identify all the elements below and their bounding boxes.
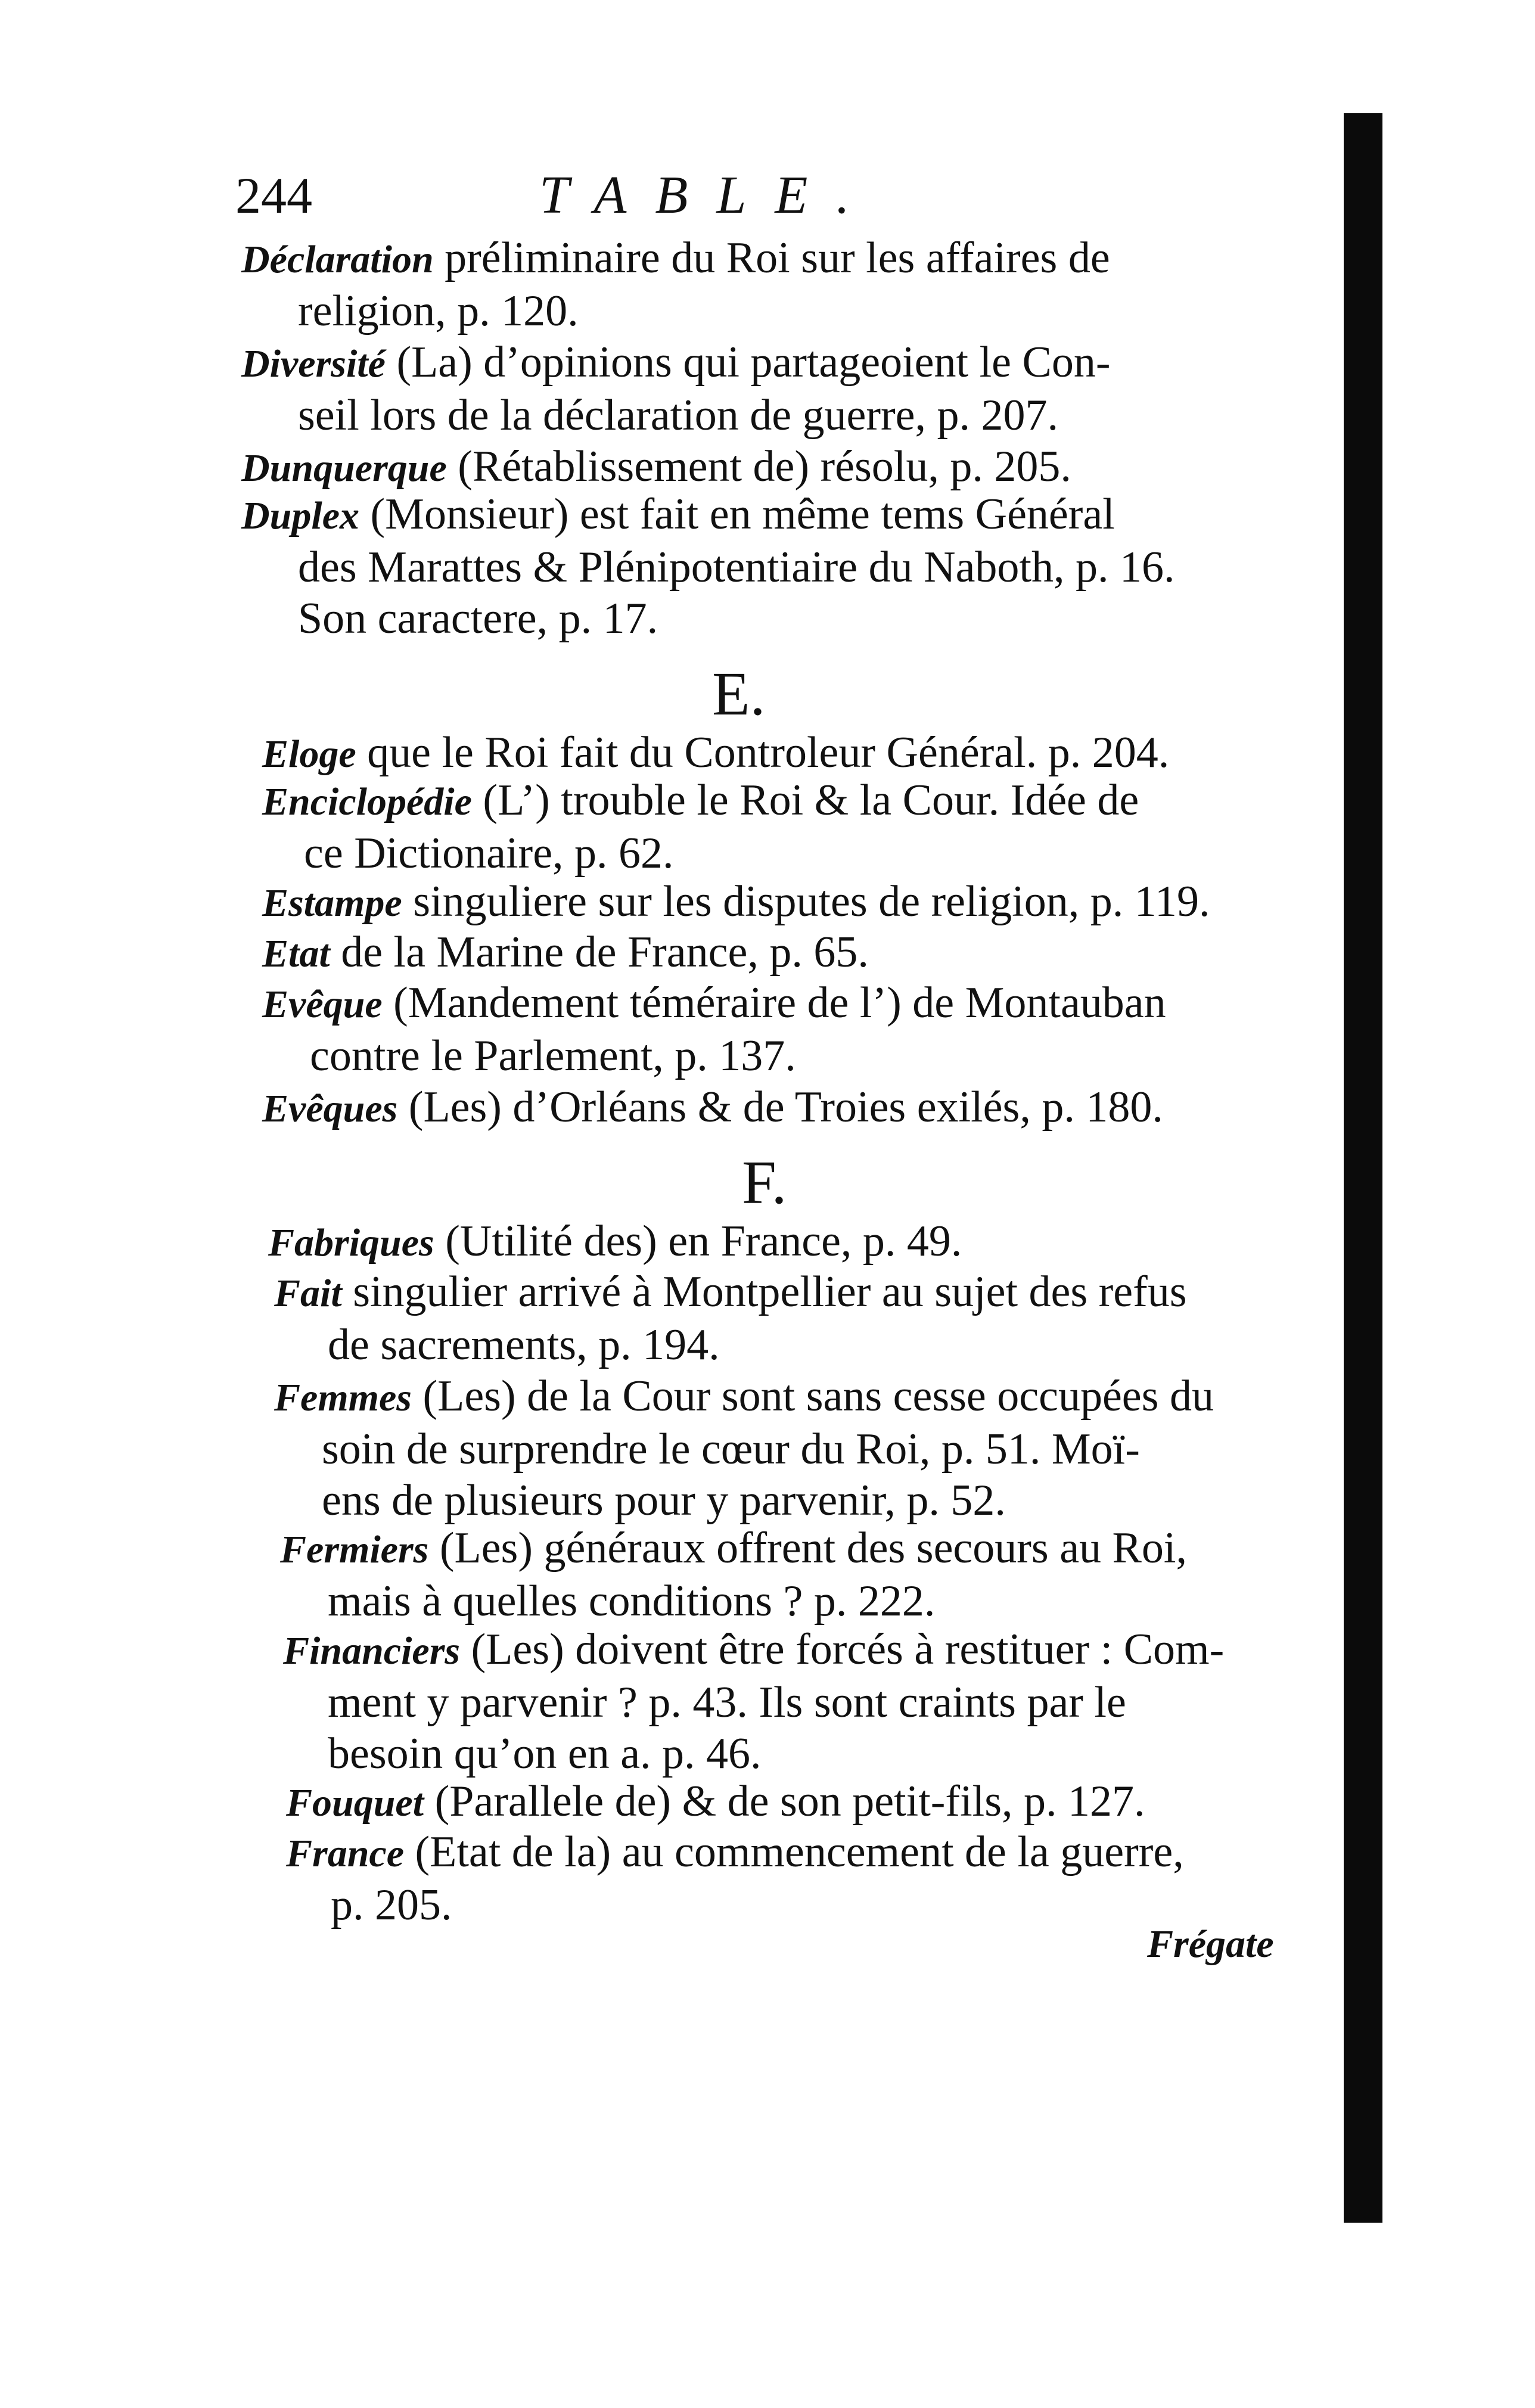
- entry-term: Evêque: [262, 983, 383, 1026]
- section-heading-e: E.: [712, 660, 766, 728]
- entry-continuation: mais à quelles conditions ? p. 222.: [328, 1577, 936, 1626]
- entry-continuation: besoin qu’on en a. p. 46.: [328, 1729, 762, 1778]
- page-header: [0, 160, 1535, 231]
- entry-term: Enciclopédie: [262, 780, 472, 824]
- entry-term: Estampe: [262, 881, 402, 925]
- entry-text: (Les) doivent être forcés à restituer : Com-: [460, 1625, 1225, 1674]
- index-entry: [241, 232, 1110, 337]
- entry-continuation: religion, p. 120.: [298, 287, 579, 335]
- entry-term: Etat: [262, 932, 330, 975]
- index-entry: [262, 977, 1166, 1082]
- entry-text: (L’) trouble le Roi & la Cour. Idée de: [471, 776, 1139, 825]
- index-entry: [280, 1523, 1187, 1627]
- entry-continuation: de sacrements, p. 194.: [328, 1320, 720, 1369]
- entry-term: Fait: [274, 1272, 342, 1315]
- entry-continuation: Son caractere, p. 17.: [298, 594, 658, 643]
- entry-term: Déclaration: [241, 238, 434, 281]
- scan-edge-shadow: [1344, 113, 1382, 2223]
- entry-text: (Les) généraux offrent des secours au Roi,: [428, 1524, 1187, 1573]
- entry-continuation: contre le Parlement, p. 137.: [310, 1031, 796, 1080]
- entry-term: France: [286, 1832, 404, 1875]
- index-entry: [262, 1082, 1163, 1135]
- entry-term: Femmes: [274, 1376, 412, 1419]
- entry-term: Duplex: [241, 494, 359, 537]
- index-entry: [274, 1266, 1187, 1371]
- entry-term: Eloge: [262, 732, 356, 776]
- index-entry: [286, 1776, 1145, 1829]
- index-entry: [274, 1371, 1214, 1526]
- entry-continuation: seil lors de la déclaration de guerre, p. 207.: [298, 391, 1059, 440]
- entry-term: Evêques: [262, 1087, 398, 1130]
- entry-term: Fermiers: [280, 1528, 429, 1571]
- entry-term: Fouquet: [286, 1781, 424, 1825]
- index-entry: [241, 441, 1071, 494]
- entry-text: singulier arrivé à Montpellier au sujet des refus: [341, 1267, 1187, 1316]
- entry-term: Fabriques: [268, 1221, 434, 1264]
- entry-text: (Rétablissement de) résolu, p. 205.: [446, 442, 1071, 491]
- index-entry: [286, 1826, 1184, 1931]
- entry-text: (Les) de la Cour sont sans cesse occupées du: [411, 1372, 1214, 1421]
- entry-text: (Mandement téméraire de l’) de Montauban: [382, 978, 1166, 1027]
- index-entry: [268, 1216, 962, 1269]
- entry-text: (Parallele de) & de son petit-fils, p. 127.: [424, 1777, 1145, 1826]
- running-title: TABLE.: [539, 166, 878, 225]
- entry-text: singuliere sur les disputes de religion, p. 119.: [402, 877, 1210, 926]
- page-number: 244: [235, 167, 312, 224]
- index-entry: [241, 489, 1174, 644]
- index-entry: [262, 927, 869, 980]
- index-entry: [262, 775, 1139, 879]
- index-entry: [262, 727, 1169, 780]
- catchword: Frégate: [1147, 1922, 1274, 1966]
- entry-term: Diversité: [241, 342, 386, 386]
- section-heading-f: F.: [742, 1148, 787, 1217]
- entry-text: (La) d’opinions qui partageoient le Con-: [385, 338, 1111, 387]
- entry-text: (Etat de la) au commencement de la guerre,: [404, 1828, 1184, 1876]
- entry-term: Dunquerque: [241, 446, 447, 490]
- index-entry: [283, 1624, 1224, 1779]
- entry-continuation: ment y parvenir ? p. 43. Ils sont craints par le: [328, 1678, 1126, 1727]
- index-entry: [262, 876, 1210, 929]
- entry-text: (Utilité des) en France, p. 49.: [434, 1217, 962, 1266]
- entry-continuation: des Marattes & Plénipotentiaire du Naboth, p. 16.: [298, 543, 1175, 592]
- entry-continuation: soin de surprendre le cœur du Roi, p. 51. Moï-: [322, 1425, 1140, 1474]
- entry-text: que le Roi fait du Controleur Général. p. 204.: [356, 728, 1170, 777]
- entry-text: (Monsieur) est fait en même tems Général: [359, 490, 1115, 539]
- index-entry: [241, 337, 1111, 441]
- entry-text: (Les) d’Orléans & de Troies exilés, p. 180.: [397, 1083, 1163, 1132]
- entry-text: préliminaire du Roi sur les affaires de: [433, 234, 1110, 282]
- entry-continuation: ens de plusieurs pour y parvenir, p. 52.: [322, 1476, 1006, 1525]
- entry-term: Financiers: [283, 1629, 461, 1673]
- entry-continuation: ce Dictionaire, p. 62.: [304, 829, 674, 878]
- entry-continuation: p. 205.: [331, 1881, 452, 1929]
- entry-text: de la Marine de France, p. 65.: [330, 928, 869, 977]
